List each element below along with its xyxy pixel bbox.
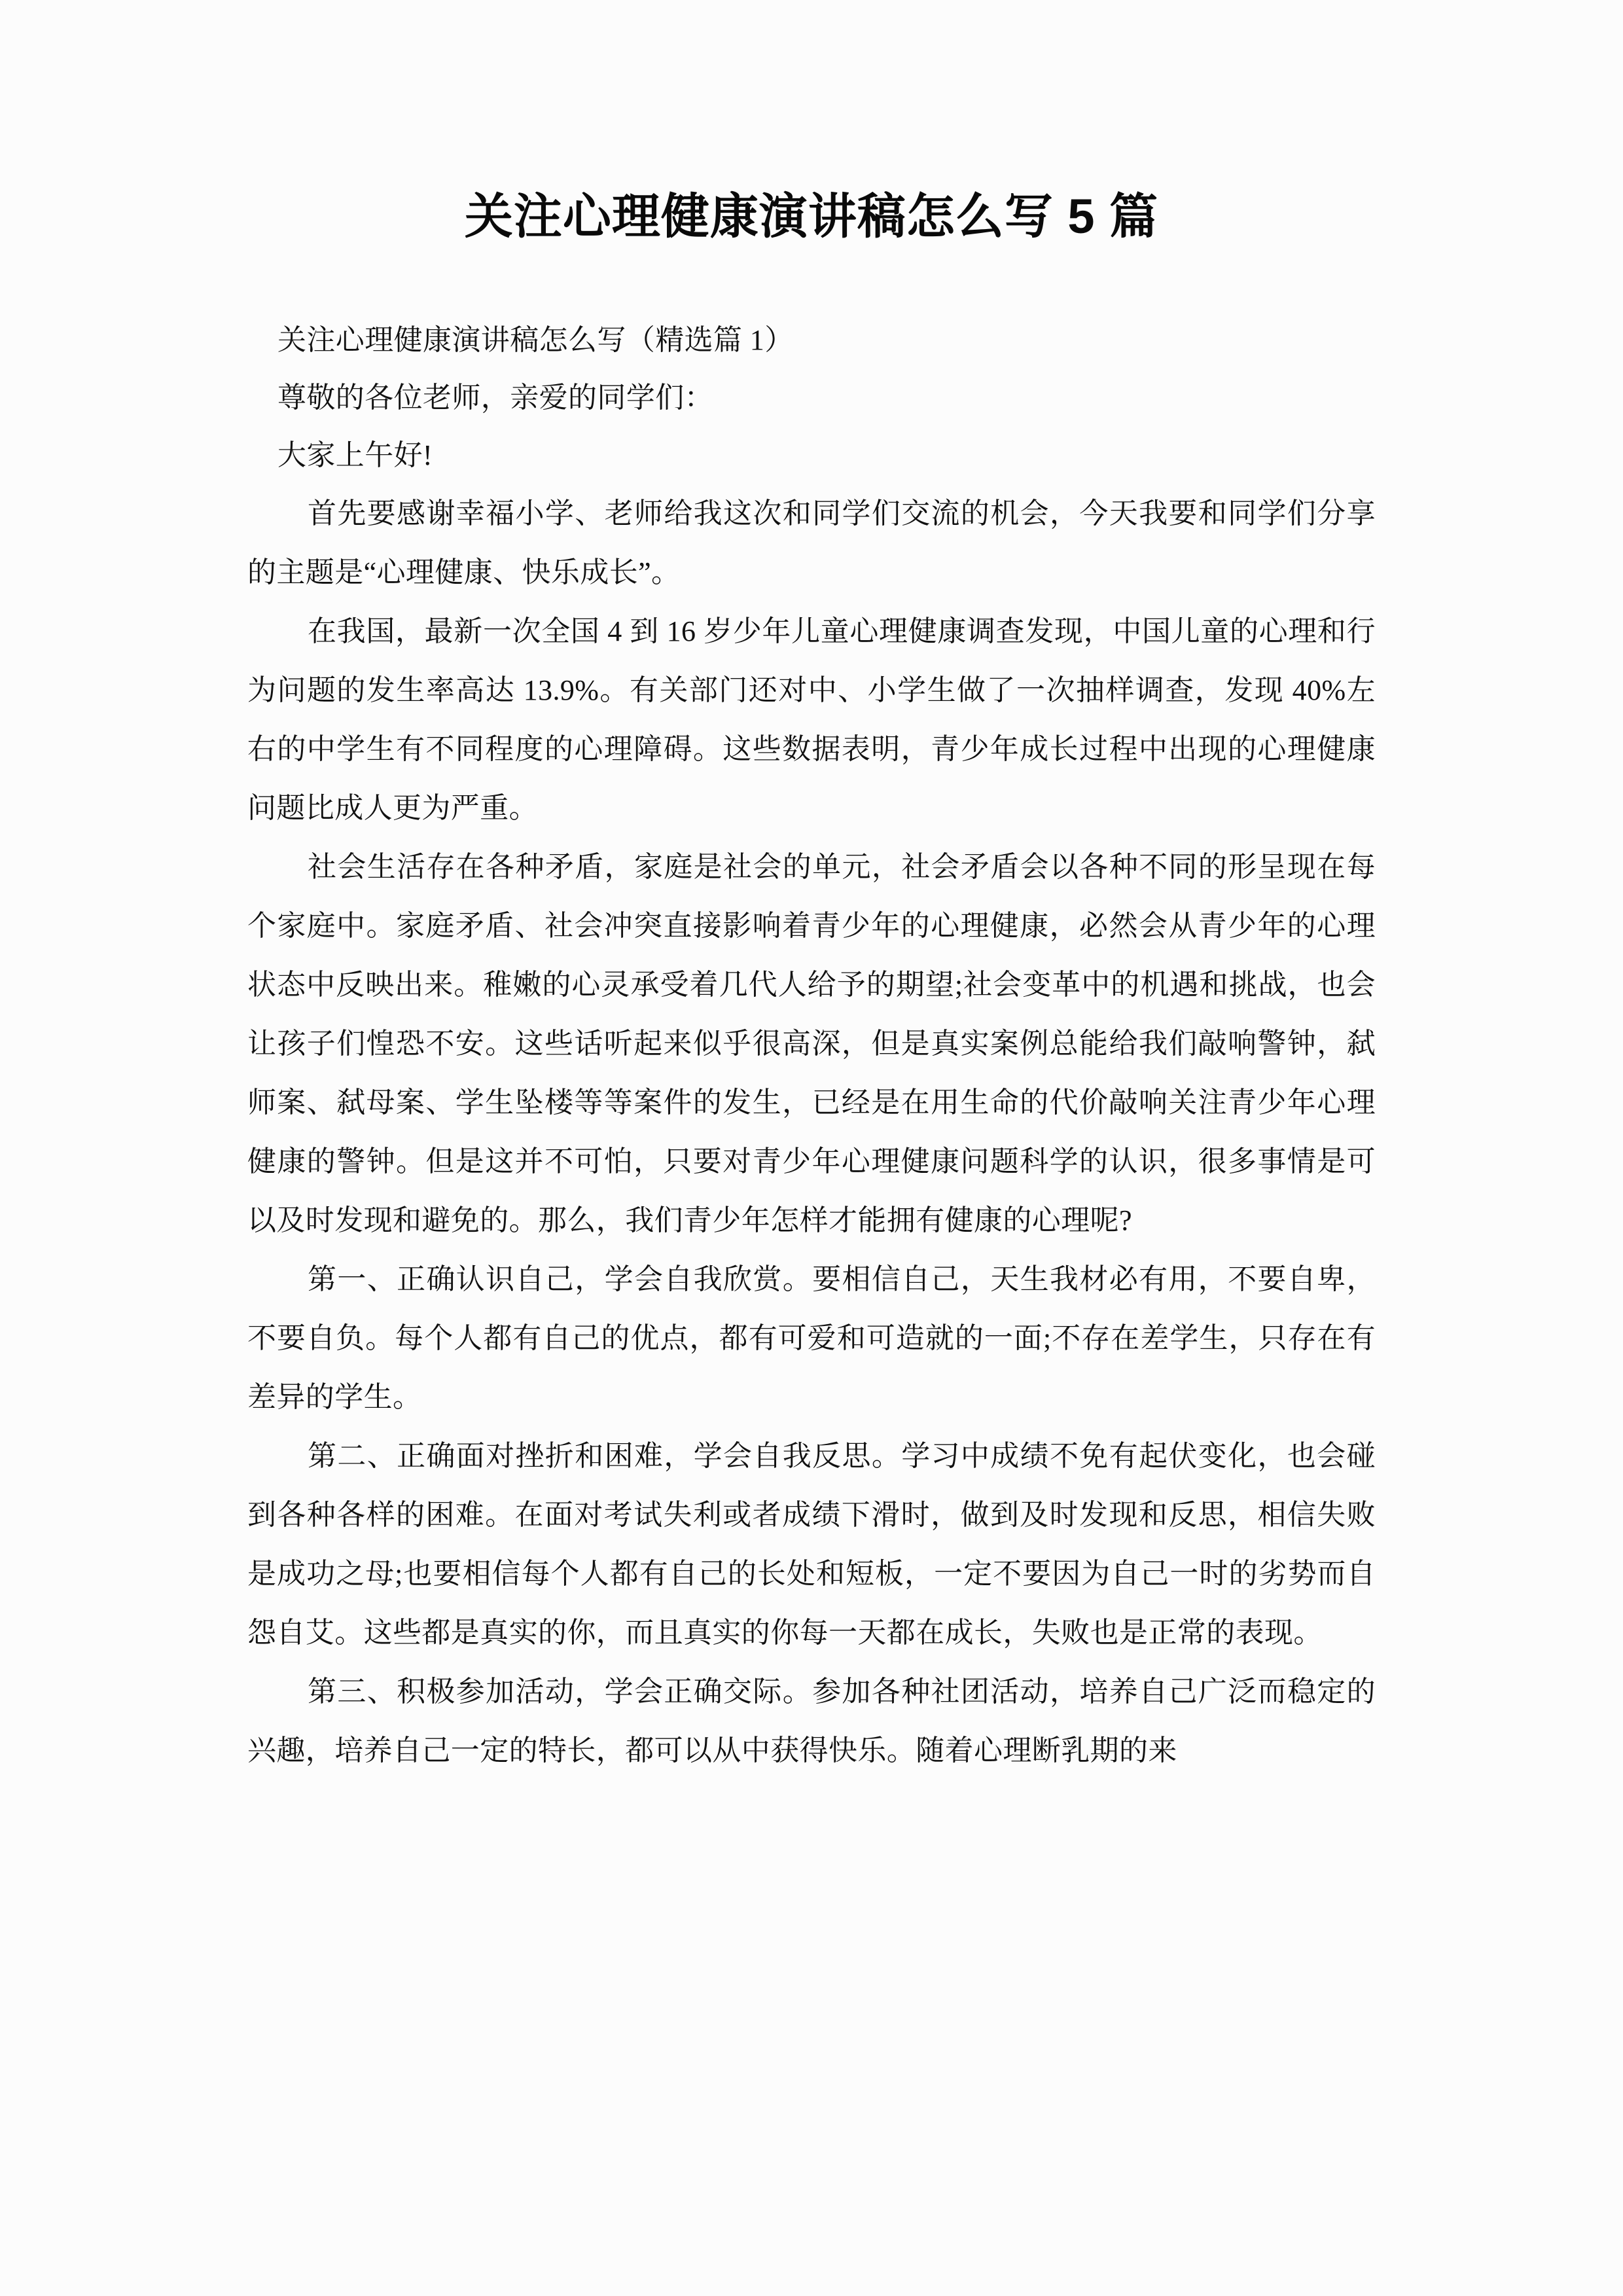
speech-paragraph-3: 社会生活存在各种矛盾，家庭是社会的单元，社会矛盾会以各种不同的形呈现在每个家庭中。家庭矛盾、社会冲突直接影响着青少年的心理健康，必然会从青少年的心理状态中反映出来。稚嫩的心灵承受着几代人给予的期望;社会变革中的机遇和挑战，也会让孩子们惶恐不安。这些话听起来似乎很高深，但是真实案例总能给我们敲响警钟，弑师案、弑母案、学生坠楼等等案件的发生，已经是在用生命的代价敲响关注青少年心理健康的警钟。但是这并不可怕，只要对青少年心理健康问题科学的认识，很多事情是可以及时发现和避免的。那么，我们青少年怎样才能拥有健康的心理呢? (247, 850, 1376, 1236)
document-content (247, 0, 1376, 1780)
speech-greeting: 大家上午好! (277, 439, 433, 471)
speech-paragraph-1: 首先要感谢幸福小学、老师给我这次和同学们交流的机会，今天我要和同学们分享的主题是“心理健康、快乐成长”。 (247, 497, 1376, 588)
speech-paragraph-2: 在我国，最新一次全国 4 到 16 岁少年儿童心理健康调查发现，中国儿童的心理和行为问题的发生率高达 13.9%。有关部门还对中、小学生做了一次抽样调查，发现 40%左右的中学生有不同程度的心理障碍。这些数据表明，青少年成长过程中出现的心理健康问题比成人更为严重。 (247, 615, 1376, 824)
speech-paragraph-6: 第三、积极参加活动，学会正确交际。参加各种社团活动，培养自己广泛而稳定的兴趣，培养自己一定的特长，都可以从中获得快乐。随着心理断乳期的来 (247, 1675, 1376, 1767)
speech-salutation: 尊敬的各位老师，亲爱的同学们： (277, 381, 713, 414)
speech-paragraph-4: 第一、正确认识自己，学会自我欣赏。要相信自己，天生我材必有用，不要自卑，不要自负。每个人都有自己的优点，都有可爱和可造就的一面;不存在差学生，只存在有差异的学生。 (247, 1263, 1376, 1413)
page-title: 关注心理健康演讲稿怎么写 5 篇 (464, 189, 1159, 243)
speech-body (247, 312, 1376, 1780)
speech-paragraph-5: 第二、正确面对挫折和困难，学会自我反思。学习中成绩不免有起伏变化，也会碰到各种各样的困难。在面对考试失利或者成绩下滑时，做到及时发现和反思，相信失败是成功之母;也要相信每个人都有自己的长处和短板，一定不要因为自己一时的劣势而自怨自艾。这些都是真实的你，而且真实的你每一天都在成长，失败也是正常的表现。 (247, 1439, 1376, 1649)
speech-subheading: 关注心理健康演讲稿怎么写（精选篇 1） (277, 323, 794, 356)
